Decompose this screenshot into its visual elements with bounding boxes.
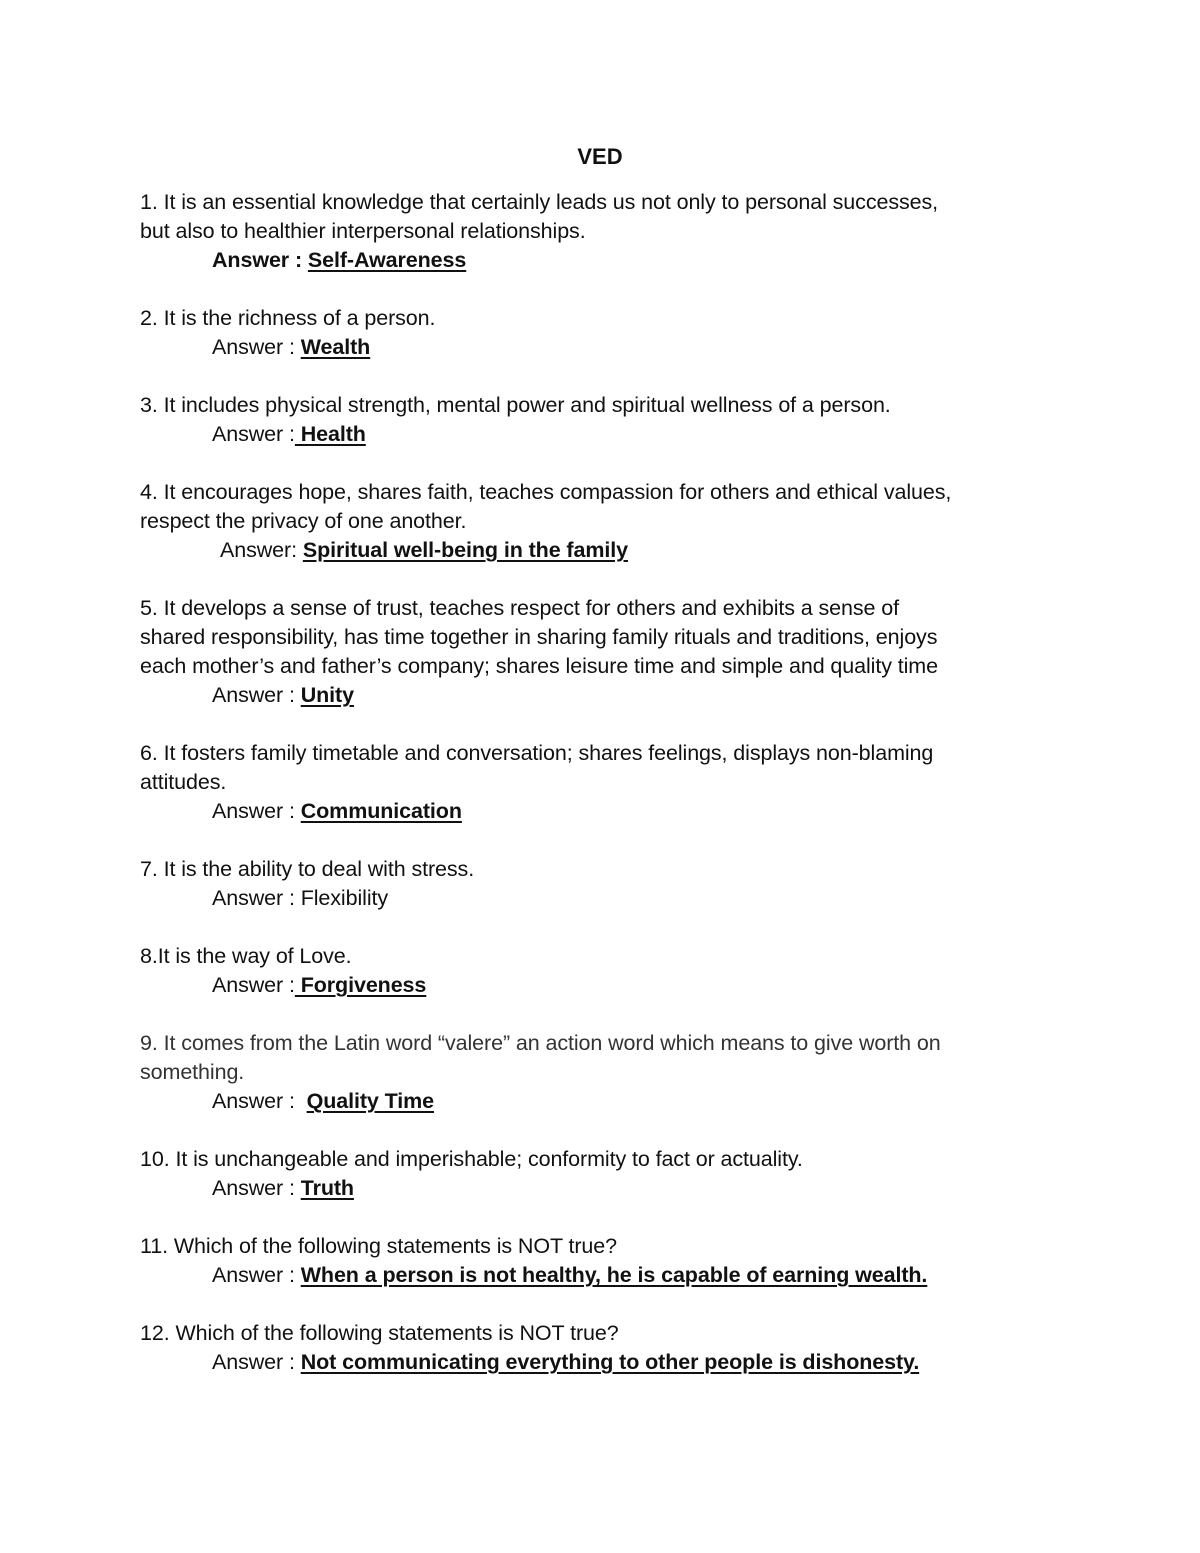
answer-value: Unity xyxy=(300,683,354,707)
answer-label: Answer : xyxy=(212,1176,301,1200)
answer-line xyxy=(140,246,1070,275)
answer-label: Answer : xyxy=(212,1350,301,1374)
answer-line xyxy=(140,420,1070,449)
answer-label: Answer : xyxy=(212,248,308,272)
answer-label: Answer : xyxy=(212,1263,301,1287)
answer-value: When a person is not healthy, he is capable of earning wealth. xyxy=(300,1263,928,1287)
question-text-line: respect the privacy of one another. xyxy=(140,509,467,533)
question-9 xyxy=(140,1029,1070,1116)
answer-label: Answer : xyxy=(212,886,301,910)
document-title: VED xyxy=(577,144,623,169)
answer-label: Answer : xyxy=(212,335,301,359)
question-5 xyxy=(140,594,1070,710)
answer-line xyxy=(140,1348,1070,1377)
question-10 xyxy=(140,1145,1070,1203)
answer-line xyxy=(140,797,1070,826)
question-text-line: shared responsibility, has time together in sharing family rituals and traditions, enjoys xyxy=(140,625,938,649)
answer-value: Self-Awareness xyxy=(307,248,467,272)
answer-value: Forgiveness xyxy=(294,973,427,997)
question-text-line: 1. It is an essential knowledge that certainly leads us not only to personal successes, xyxy=(140,190,939,214)
answer-label: Answer : xyxy=(212,683,301,707)
question-12 xyxy=(140,1319,1070,1377)
question-11 xyxy=(140,1232,1070,1290)
answer-line xyxy=(140,536,1070,565)
answer-label: Answer : xyxy=(212,422,295,446)
answer-line xyxy=(140,1087,1070,1116)
answer-line xyxy=(140,1261,1070,1290)
answer-line xyxy=(140,681,1070,710)
question-text-line: 5. It develops a sense of trust, teaches respect for others and exhibits a sense of xyxy=(140,596,899,620)
question-6 xyxy=(140,739,1070,826)
answer-line xyxy=(140,971,1070,1000)
question-text-line: 12. Which of the following statements is NOT true? xyxy=(140,1321,619,1345)
answer-label: Answer: xyxy=(220,538,303,562)
question-text-line: 9. It comes from the Latin word “valere” an action word which means to give worth on xyxy=(140,1031,941,1055)
question-text-line: 7. It is the ability to deal with stress. xyxy=(140,857,475,881)
question-8 xyxy=(140,942,1070,1000)
question-3 xyxy=(140,391,1070,449)
answer-label: Answer : xyxy=(212,1089,307,1113)
question-2 xyxy=(140,304,1070,362)
question-4 xyxy=(140,478,1070,565)
question-7 xyxy=(140,855,1070,913)
question-text-line: each mother’s and father’s company; shares leisure time and simple and quality time xyxy=(140,654,938,678)
answer-label: Answer : xyxy=(212,799,301,823)
question-1 xyxy=(140,188,1070,275)
question-text-line: 11. Which of the following statements is NOT true? xyxy=(140,1234,617,1258)
answer-value: Health xyxy=(294,422,366,446)
answer-value: Quality Time xyxy=(306,1089,435,1113)
answer-value: Communication xyxy=(300,799,462,823)
answer-value: Flexibility xyxy=(300,886,389,910)
question-text-line: 4. It encourages hope, shares faith, teaches compassion for others and ethical values, xyxy=(140,480,952,504)
question-text-line: 2. It is the richness of a person. xyxy=(140,306,436,330)
question-text-line: something. xyxy=(140,1060,245,1084)
answer-line xyxy=(140,884,1070,913)
question-text-line: 3. It includes physical strength, mental power and spiritual wellness of a person. xyxy=(140,393,891,417)
answer-value: Spiritual well-being in the family xyxy=(302,538,628,562)
answer-line xyxy=(140,1174,1070,1203)
answer-line xyxy=(140,333,1070,362)
question-text-line: 8.It is the way of Love. xyxy=(140,944,352,968)
answer-value: Not communicating everything to other people is dishonesty. xyxy=(300,1350,920,1374)
answer-label: Answer : xyxy=(212,973,295,997)
question-text-line: 10. It is unchangeable and imperishable; conformity to fact or actuality. xyxy=(140,1147,803,1171)
answer-value: Truth xyxy=(300,1176,354,1200)
question-text-line: 6. It fosters family timetable and conversation; shares feelings, displays non-blaming xyxy=(140,741,934,765)
answer-value: Wealth xyxy=(300,335,371,359)
question-text-line: but also to healthier interpersonal relationships. xyxy=(140,219,586,243)
question-text-line: attitudes. xyxy=(140,770,227,794)
